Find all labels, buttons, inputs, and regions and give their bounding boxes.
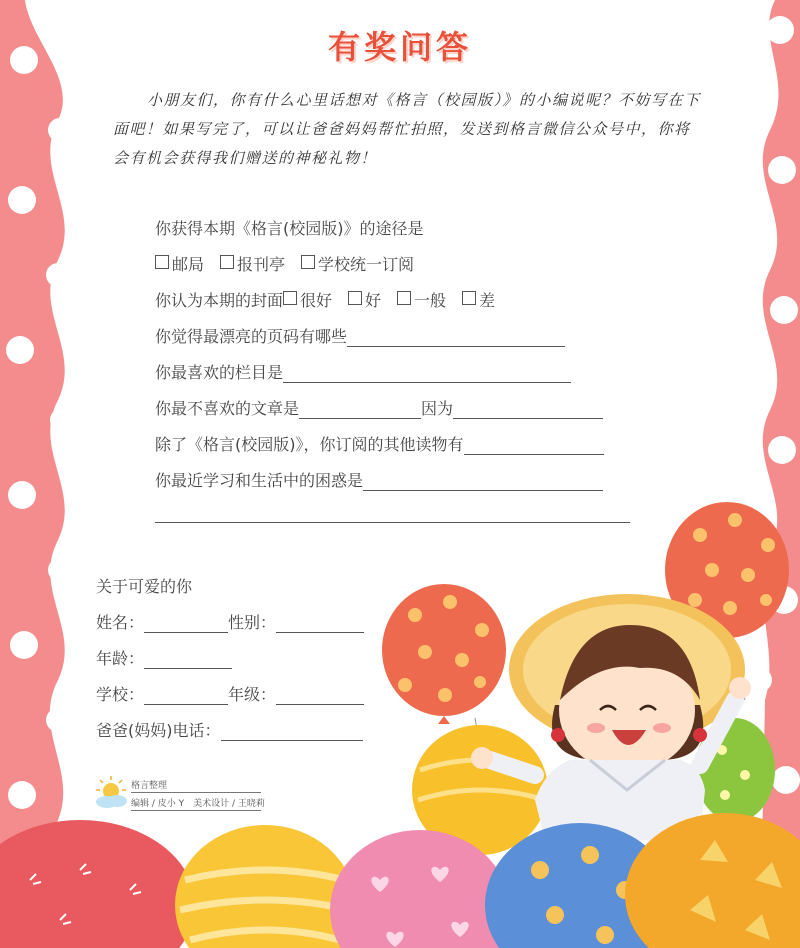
option-very-good[interactable]: 很好	[283, 288, 332, 311]
question-confusion-label: 你最近学习和生活中的困惑是	[155, 471, 364, 490]
phone-label: 爸爸(妈妈)电话：	[96, 721, 221, 740]
question-column-label: 你最喜欢的栏目是	[155, 363, 284, 382]
option-post-office[interactable]: 邮局	[155, 252, 204, 275]
age-label: 年龄：	[96, 649, 145, 668]
balloon-coral-middle	[382, 584, 506, 724]
option-average[interactable]: 一般	[397, 288, 446, 311]
about-heading: 关于可爱的你	[96, 577, 193, 596]
option-newsstand[interactable]: 报刊亭	[220, 252, 285, 275]
balloon-yellow-bottom	[175, 825, 355, 948]
question-disliked-label: 你最不喜欢的文章是	[155, 399, 300, 418]
question-cover-label: 你认为本期的封面	[155, 291, 284, 310]
question-pages-label: 你觉得最漂亮的页码有哪些	[155, 327, 348, 346]
credit-editor-note: 格言整理	[131, 778, 261, 793]
option-poor[interactable]: 差	[462, 288, 495, 311]
credit-staff: 编辑 / 皮小 Y 美术设计 / 王晓莉	[131, 796, 261, 811]
grade-label: 年级：	[228, 685, 277, 704]
page-title: 有奖问答	[327, 28, 472, 66]
question-channel-label: 你获得本期《格言(校园版)》的途径是	[155, 219, 424, 238]
balloon-red-bottom-left	[0, 820, 195, 948]
intro-paragraph: 小朋友们，你有什么心里话想对《格言（校园版）》的小编说呢？不妨写在下面吧！如果写完了，可以让爸爸妈妈帮忙拍照，发送到格言微信公众号中，你将会有机会获得我们赠送的神秘礼物！	[113, 91, 701, 167]
question-other-reading-label: 除了《格言(校园版)》，你订阅的其他读物有	[155, 435, 464, 454]
option-good[interactable]: 好	[348, 288, 381, 311]
gender-label: 性别：	[228, 613, 277, 632]
school-label: 学校：	[96, 685, 145, 704]
reason-label: 因为	[421, 399, 454, 418]
name-label: 姓名：	[96, 613, 145, 632]
option-school-subscription[interactable]: 学校统一订阅	[301, 252, 414, 275]
